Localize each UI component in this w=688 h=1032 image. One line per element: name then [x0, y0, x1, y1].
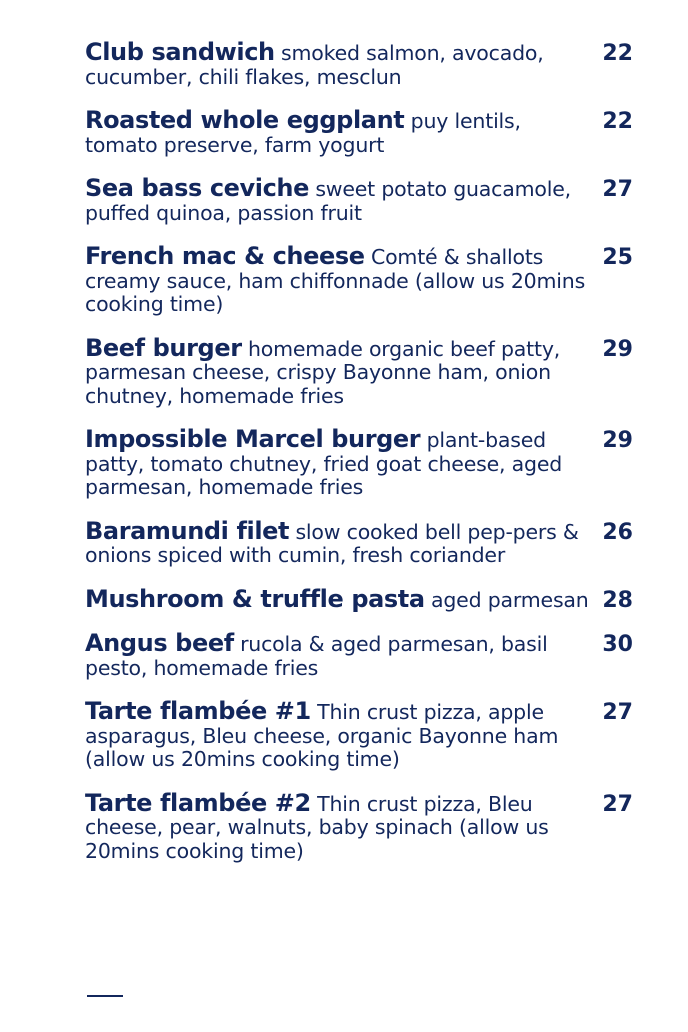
menu-item-description: rucola & aged parmesan, basil pesto, homemade fries [85, 632, 548, 680]
menu-item-name: Impossible Marcel burger [85, 425, 421, 453]
menu-item-price: 29 [602, 336, 633, 362]
menu-item-price: 30 [602, 632, 633, 657]
menu-item-name: Beef burger [85, 333, 242, 362]
menu-item-text [85, 425, 589, 500]
menu-item-description: sweet potato guacamole, puffed quinoa, passion fruit [85, 177, 571, 225]
menu-item-price: 27 [602, 177, 633, 202]
menu-item-text [85, 106, 589, 157]
menu-item-text [85, 38, 589, 89]
menu-item [85, 629, 637, 680]
menu-item-description: plant-based patty, tomato chutney, fried goat cheese, aged parmesan, homemade fries [85, 428, 563, 499]
menu-item-text [85, 516, 589, 568]
menu-item-name: Club sandwich [85, 38, 275, 66]
menu-item [85, 38, 637, 89]
menu-item-description: slow cooked bell pep-pers & onions spiced with cumin, fresh coriander [85, 519, 579, 567]
menu-item-price: 29 [602, 428, 633, 453]
menu-item-price: 22 [602, 41, 633, 66]
menu-item-text [85, 333, 589, 409]
menu-item-name: Sea bass ceviche [85, 174, 309, 202]
menu-item [85, 516, 637, 568]
menu-item-description: homemade organic beef patty, parmesan cheese, crispy Bayonne ham, onion chutney, homemade fries [85, 336, 561, 408]
footer-divider [87, 995, 123, 997]
menu-item-name: Baramundi filet [85, 516, 290, 545]
menu-item-name: Mushroom & truffle pasta [85, 584, 425, 613]
menu-item [85, 242, 637, 317]
menu-item-description: smoked salmon, avocado, cucumber, chili flakes, mesclun [85, 41, 544, 89]
menu-item-name: Tarte flambée #1 [85, 697, 311, 725]
menu-item-text [85, 174, 589, 225]
menu-item-name: Tarte flambée #2 [85, 788, 311, 817]
menu-item-price: 28 [602, 587, 633, 613]
menu-item-price: 27 [602, 791, 633, 817]
menu-item-name: French mac & cheese [85, 242, 365, 270]
menu-item-description: puy lentils, tomato preserve, farm yogurt [85, 109, 521, 157]
menu-item-name: Roasted whole eggplant [85, 106, 405, 134]
menu-item-text [85, 788, 589, 864]
menu-item [85, 584, 637, 613]
menu-item-text [85, 584, 589, 613]
menu-item-text [85, 242, 589, 317]
menu-item [85, 425, 637, 500]
menu-item [85, 788, 637, 864]
menu-item [85, 697, 637, 772]
menu-item-description: Thin crust pizza, apple asparagus, Bleu cheese, organic Bayonne ham (allow us 20mins cooking time) [85, 700, 559, 771]
menu-item-description: aged parmesan [431, 587, 589, 612]
menu-item-price: 22 [602, 109, 633, 134]
menu-item-text [85, 697, 589, 772]
menu-item-name: Angus beef [85, 629, 234, 657]
menu-item [85, 333, 637, 409]
menu-item-price: 26 [602, 519, 633, 545]
menu-item [85, 174, 637, 225]
menu-item-price: 27 [602, 700, 633, 725]
menu-item-price: 25 [602, 245, 633, 270]
menu-item-description: Thin crust pizza, Bleu cheese, pear, walnuts, baby spinach (allow us 20mins cooking time) [85, 791, 549, 863]
menu-list [85, 38, 637, 883]
menu-item-description: Comté & shallots creamy sauce, ham chiffonnade (allow us 20mins cooking time) [85, 245, 586, 316]
menu-item-text [85, 629, 589, 680]
menu-item [85, 106, 637, 157]
